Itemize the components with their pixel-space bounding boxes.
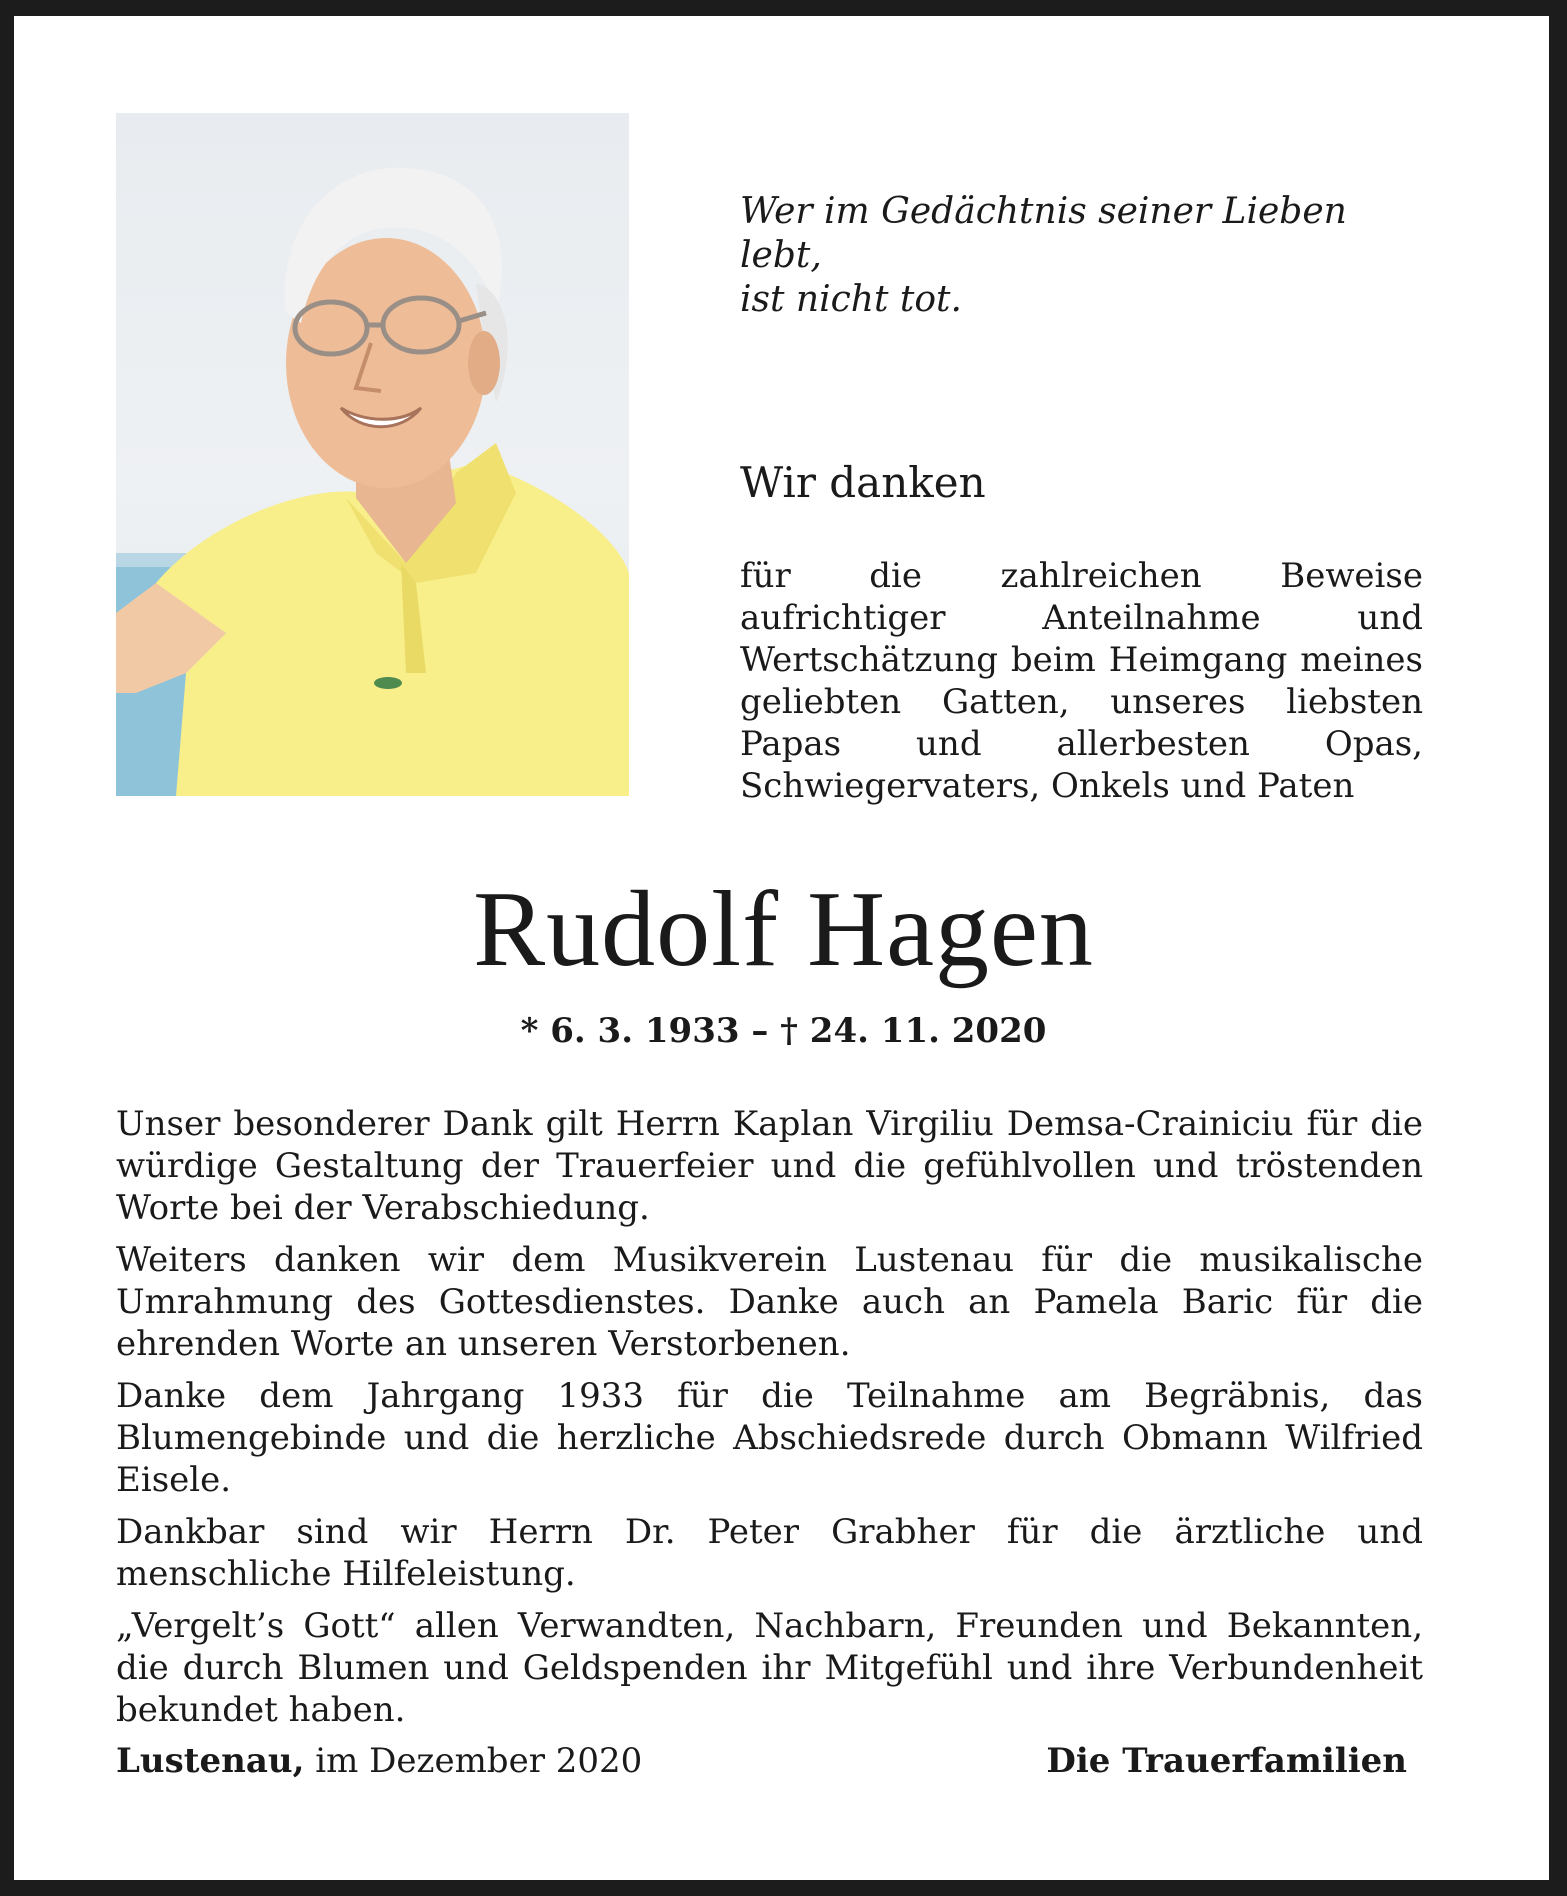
thanks-heading: Wir danken xyxy=(740,458,986,507)
paragraph: „Vergelt’s Gott“ allen Verwandten, Nachbarn, Freunden und Bekannten, die durch Blumen und Geldspenden ihr Mitgefühl und ihre Verbundenheit bekundet haben. xyxy=(116,1606,1423,1730)
footer-place: Lustenau, xyxy=(116,1741,305,1781)
paragraph: Weiters danken wir dem Musikverein Lustenau für die musikalische Umrahmung des Gottesdienstes. Danke auch an Pamela Baric für die ehrenden Worte an unseren Verstorbenen. xyxy=(116,1240,1423,1364)
portrait-photo xyxy=(116,113,629,796)
life-dates: * 6. 3. 1933 – † 24. 11. 2020 xyxy=(520,1011,1047,1051)
footer-date: im Dezember 2020 xyxy=(315,1741,643,1781)
paragraph: Unser besonderer Dank gilt Herrn Kaplan Virgiliu Demsa-Crainiciu für die würdige Gestaltung der Trauerfeier und die gefühlvollen und tröstenden Worte bei der Verabschiedung. xyxy=(116,1104,1423,1228)
motto-quote xyxy=(740,190,1380,322)
motto-line-2: ist nicht tot. xyxy=(740,279,962,320)
footer-signature: Die Trauerfamilien xyxy=(1046,1741,1407,1781)
paragraph: Dankbar sind wir Herrn Dr. Peter Grabher für die ärztliche und menschliche Hilfeleistung. xyxy=(116,1512,1423,1594)
deceased-name: Rudolf Hagen xyxy=(473,870,1094,989)
motto-line-1: Wer im Gedächtnis seiner Lieben lebt, xyxy=(740,191,1347,276)
paragraph: Danke dem Jahrgang 1933 für die Teilnahme am Begräbnis, das Blumengebinde und die herzliche Abschiedsrede durch Obmann Wilfried Eisele. xyxy=(116,1376,1423,1500)
footer-place-date xyxy=(116,1740,642,1782)
acknowledgements xyxy=(116,1103,1423,1741)
thanks-body: für die zahlreichen Beweise aufrichtiger Anteilnahme und Wertschätzung beim Heimgang meines geliebten Gatten, unseres liebsten Papas und allerbesten Opas, Schwiegervaters, Onkels und Paten xyxy=(740,556,1423,806)
